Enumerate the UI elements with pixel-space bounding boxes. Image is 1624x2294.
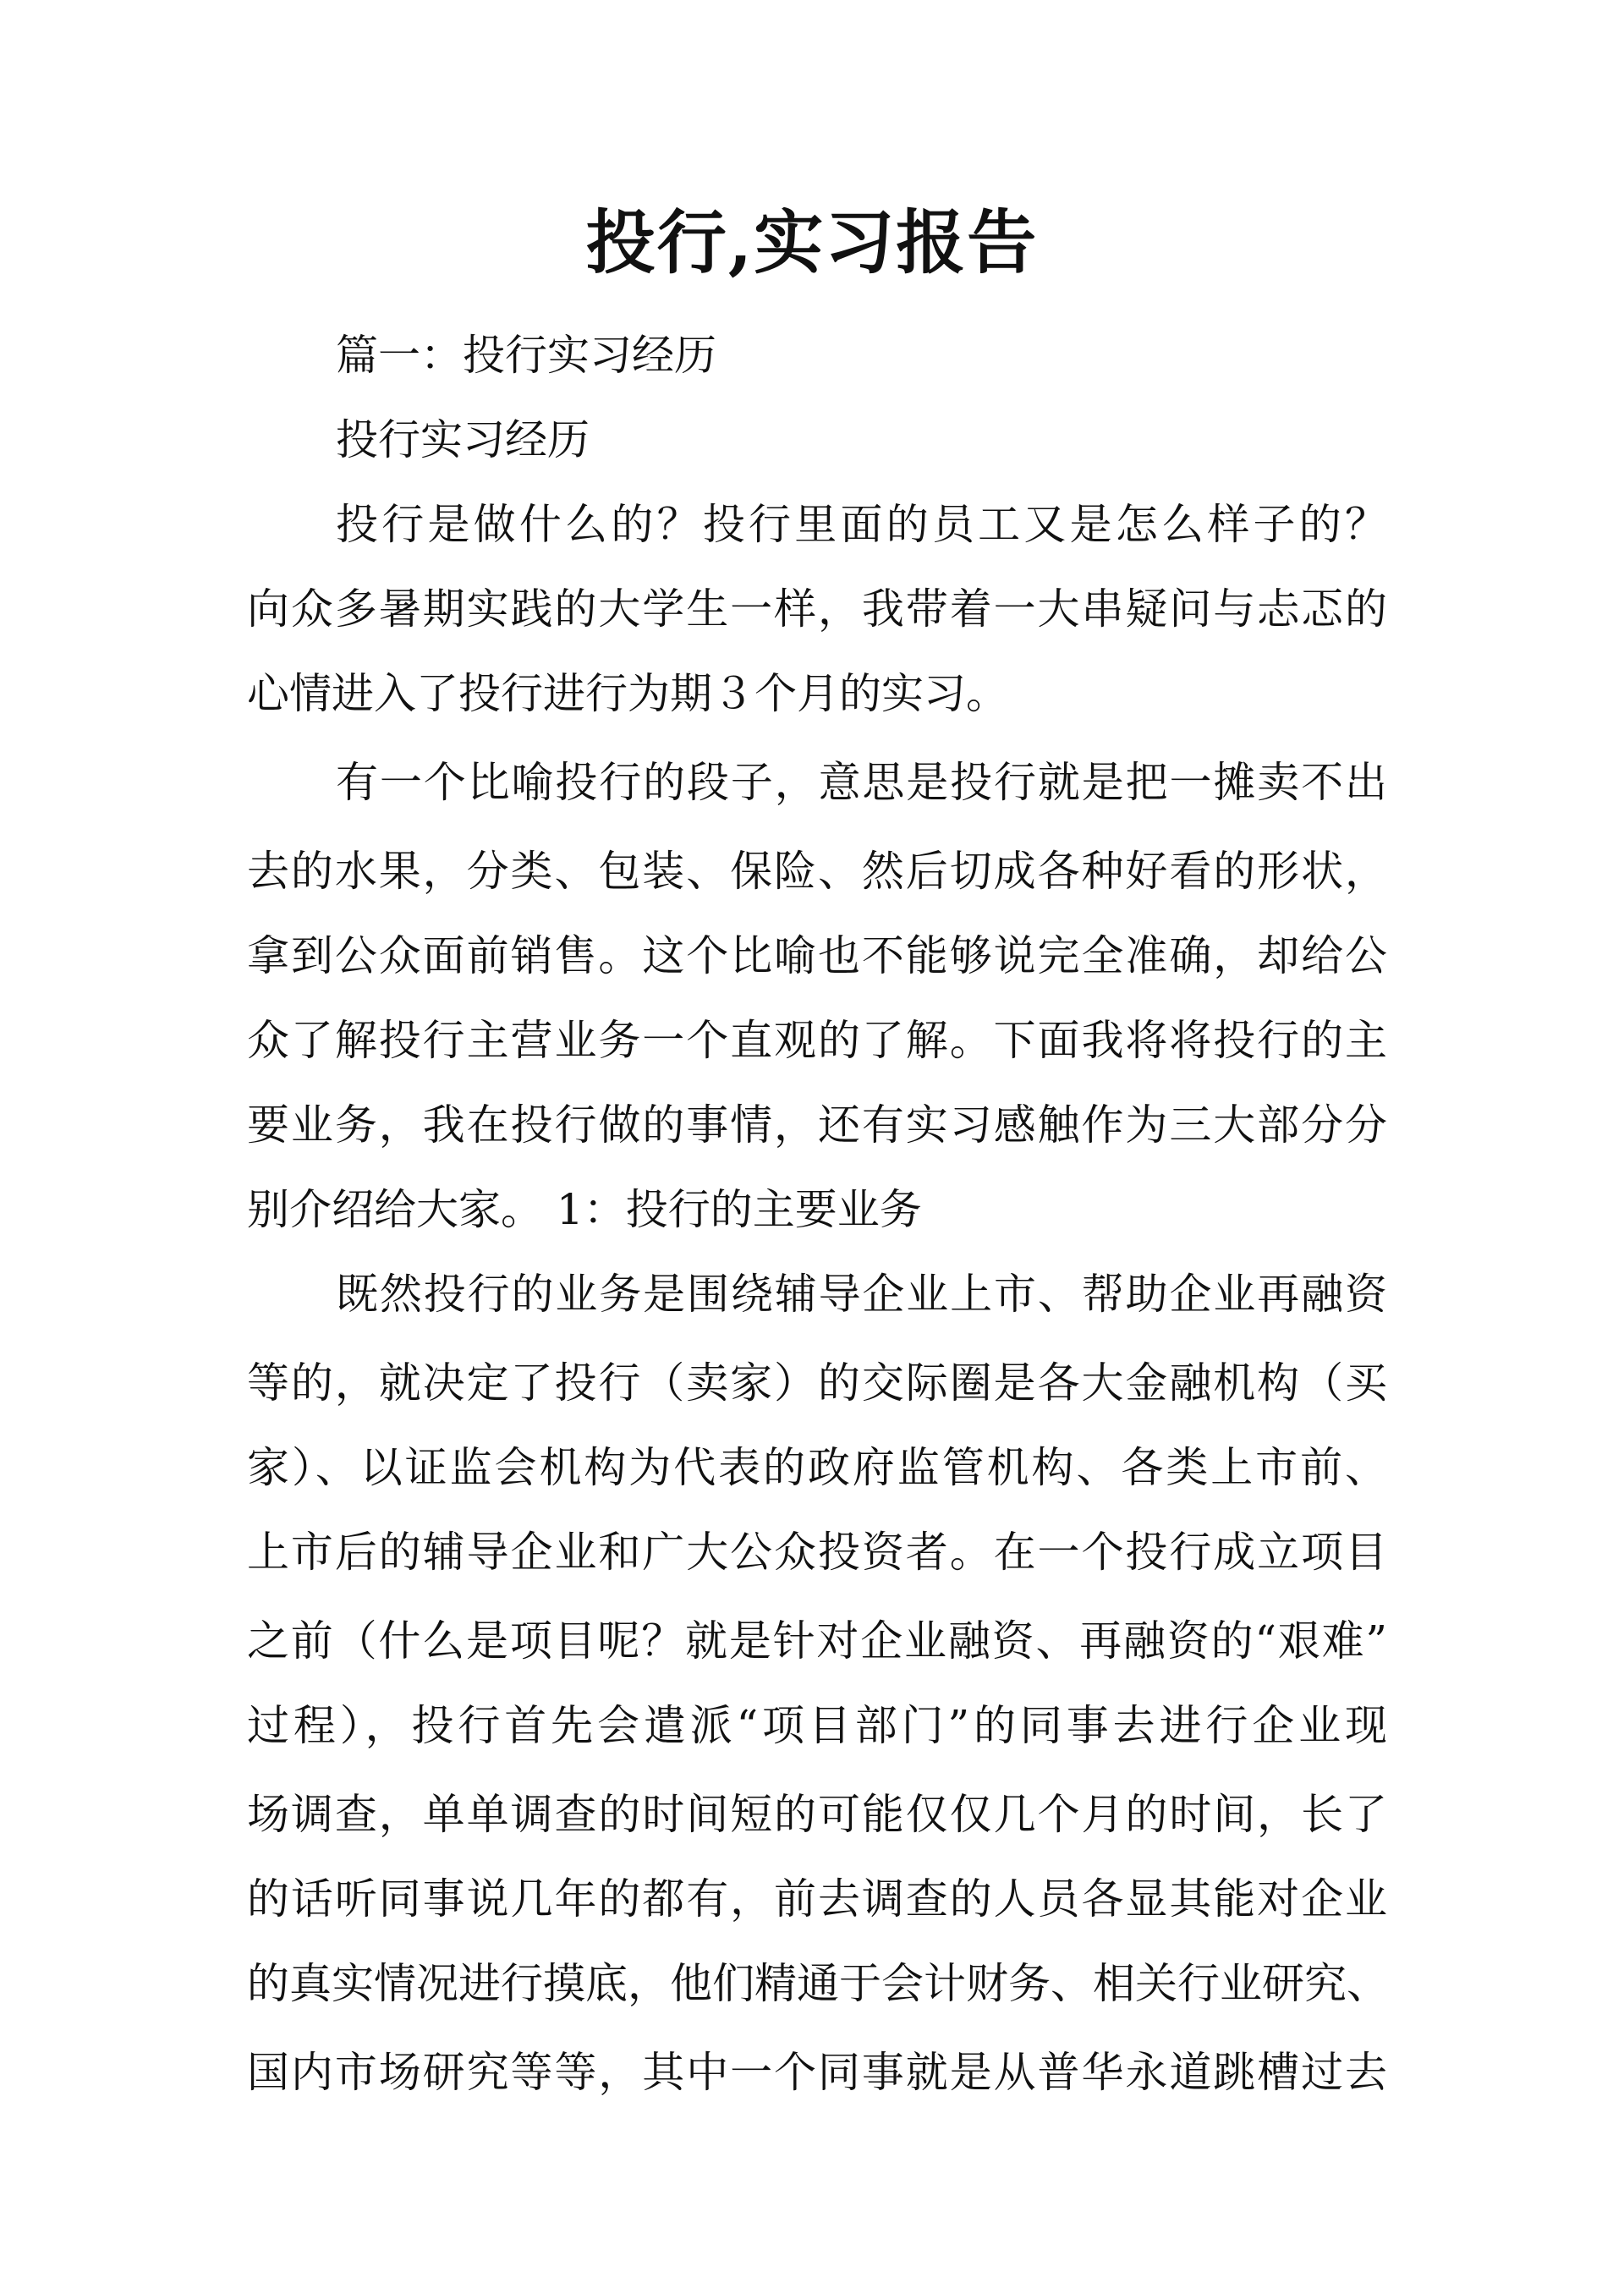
paragraph-line: 拿到公众面前销售。这个比喻也不能够说完全准确，却给公	[247, 931, 1387, 980]
section-heading: 篇一：投行实习经历	[336, 331, 716, 380]
paragraph-line: 要业务，我在投行做的事情，还有实习感触作为三大部分分	[247, 1100, 1387, 1150]
paragraph-line: 的话听同事说几年的都有，前去调查的人员各显其能对企业	[247, 1874, 1387, 1924]
paragraph-line: 去的水果，分类、包装、保险、然后切成各种好看的形状，	[247, 847, 1387, 896]
paragraph-line: 等的，就决定了投行（卖家）的交际圈是各大金融机构（买	[247, 1358, 1387, 1408]
paragraph-line: 国内市场研究等等，其中一个同事就是从普华永道跳槽过去	[247, 2048, 1387, 2097]
subheading: 投行实习经历	[336, 415, 590, 464]
paragraph-line: 众了解投行主营业务一个直观的了解。下面我将将投行的主	[247, 1016, 1387, 1065]
paragraph-line: 之前（什么是项目呢？就是针对企业融资、再融资的“艰难”	[247, 1616, 1387, 1666]
paragraph-line: 场调查，单单调查的时间短的可能仅仅几个月的时间，长了	[247, 1790, 1387, 1839]
document-title: 投行,实习报告	[585, 202, 1039, 283]
paragraph-line: 上市后的辅导企业和广大公众投资者。在一个投行成立项目	[247, 1528, 1387, 1577]
paragraph-line: 既然投行的业务是围绕辅导企业上市、帮助企业再融资	[336, 1270, 1387, 1319]
paragraph-line: 过程），投行首先会遣派“项目部门”的同事去进行企业现	[247, 1701, 1387, 1750]
paragraph-line: 有一个比喻投行的段子，意思是投行就是把一摊卖不出	[336, 758, 1387, 807]
paragraph-line: 投行是做什么的？投行里面的员工又是怎么样子的？	[336, 500, 1387, 549]
paragraph-line: 的真实情况进行摸底，他们精通于会计财务、相关行业研究、	[247, 1959, 1389, 2008]
paragraph-line: 家）、以证监会机构为代表的政府监管机构、各类上市前、	[247, 1443, 1387, 1492]
paragraph-line: 心情进入了投行进行为期３个月的实习。	[247, 669, 1008, 718]
paragraph-line: 别介绍给大家。 1：投行的主要业务	[247, 1185, 922, 1234]
paragraph-line: 向众多暑期实践的大学生一样，我带着一大串疑问与忐忑的	[247, 584, 1387, 634]
